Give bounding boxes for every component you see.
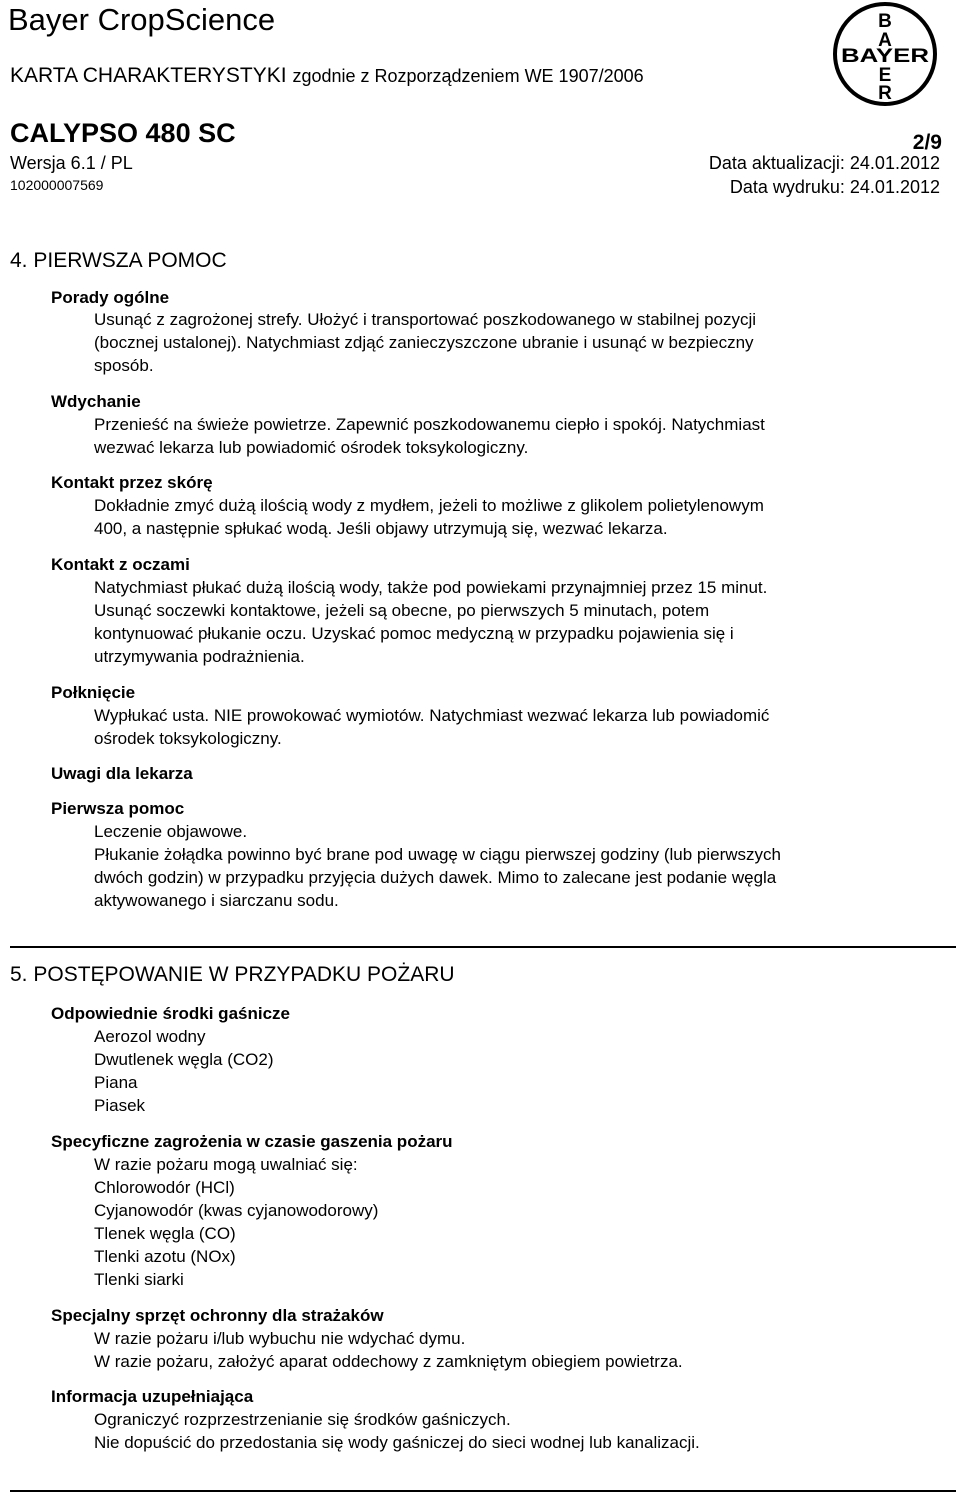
first-aid-line: Leczenie objawowe. bbox=[94, 822, 248, 841]
ingestion-line: Wypłukać usta. NIE prowokować wymiotów. Natychmiast wezwać lekarza lub powiadomić bbox=[94, 706, 770, 725]
first-aid-heading: Pierwsza pomoc bbox=[51, 799, 185, 818]
document-type bbox=[10, 64, 644, 88]
eye-contact-line: utrzymywania podrażnienia. bbox=[94, 647, 305, 666]
logo-letter: R bbox=[878, 83, 892, 104]
fire-hazards-line: Tlenki azotu (NOx) bbox=[94, 1247, 236, 1266]
general-advice-heading: Porady ogólne bbox=[51, 288, 170, 307]
fire-hazards-heading: Specyficzne zagrożenia w czasie gaszenia pożaru bbox=[51, 1132, 453, 1151]
update-date: Data aktualizacji: 24.01.2012 bbox=[708, 153, 940, 173]
extinguishing-media-item: Piasek bbox=[94, 1096, 146, 1115]
logo-letter: B bbox=[878, 11, 892, 32]
eye-contact-line: Usunąć soczewki kontaktowe, jeżeli są obecne, po pierwszych 5 minutach, potem bbox=[94, 601, 710, 620]
first-aid-line: aktywowanego i siarczanu sodu. bbox=[94, 891, 339, 910]
general-advice-line: (bocznej ustalonej). Natychmiast zdjąć zanieczyszczone ubranie i usunąć w bezpieczny bbox=[94, 333, 754, 352]
inhalation-line: wezwać lekarza lub powiadomić ośrodek toksykologiczny. bbox=[94, 438, 529, 457]
eye-contact-line: kontynuować płukanie oczu. Uzyskać pomoc medyczną w przypadku pojawienia się i bbox=[94, 624, 734, 643]
fire-hazards-line: Tlenek węgla (CO) bbox=[94, 1224, 236, 1243]
first-aid-line: dwóch godzin) w przypadku przyjęcia dużych dawek. Mimo to zalecane jest podanie węgla bbox=[94, 868, 777, 887]
inhalation-line: Przenieść na świeże powietrze. Zapewnić poszkodowanemu ciepło i spokój. Natychmiast bbox=[94, 415, 765, 434]
extinguishing-media-item: Aerozol wodny bbox=[94, 1027, 206, 1046]
extinguishing-media-item: Piana bbox=[94, 1073, 138, 1092]
print-date: Data wydruku: 24.01.2012 bbox=[729, 177, 940, 197]
regulation-label: zgodnie z Rozporządzeniem WE 1907/2006 bbox=[292, 66, 644, 86]
skin-contact-heading: Kontakt przez skórę bbox=[51, 473, 213, 492]
additional-info-line: Nie dopuścić do przedostania się wody gaśniczej do sieci wodnej lub kanalizacji. bbox=[94, 1433, 700, 1452]
skin-contact-line: 400, a następnie spłukać wodą. Jeśli objawy utrzymują się, wezwać lekarza. bbox=[94, 519, 668, 538]
doctor-notes-heading: Uwagi dla lekarza bbox=[51, 764, 193, 783]
fire-hazards-line: Tlenki siarki bbox=[94, 1270, 184, 1289]
firefighter-equipment-line: W razie pożaru, założyć aparat oddechowy z zamkniętym obiegiem powietrza. bbox=[94, 1352, 683, 1371]
ingestion-line: ośrodek toksykologiczny. bbox=[94, 729, 282, 748]
bayer-logo bbox=[831, 0, 939, 108]
section-4-title: 4. PIERWSZA POMOC bbox=[10, 249, 227, 272]
general-advice-line: sposób. bbox=[94, 356, 154, 375]
company-name: Bayer CropScience bbox=[8, 2, 276, 37]
logo-word: BAYER bbox=[841, 46, 930, 67]
general-advice-line: Usunąć z zagrożonej strefy. Ułożyć i transportować poszkodowanego w stabilnej pozycji bbox=[94, 310, 757, 329]
section-divider bbox=[10, 946, 956, 948]
fire-hazards-line: W razie pożaru mogą uwalniać się: bbox=[94, 1155, 358, 1174]
version-label: Wersja 6.1 / PL bbox=[10, 153, 133, 173]
ingestion-heading: Połknięcie bbox=[51, 683, 136, 702]
inhalation-heading: Wdychanie bbox=[51, 392, 141, 411]
first-aid-line: Płukanie żołądka powinno być brane pod uwagę w ciągu pierwszej godziny (lub pierwszych bbox=[94, 845, 781, 864]
document-type-label: KARTA CHARAKTERYSTYKI bbox=[10, 64, 287, 87]
extinguishing-media-heading: Odpowiednie środki gaśnicze bbox=[51, 1004, 290, 1023]
section-divider bbox=[10, 1490, 956, 1492]
logo-letter: E bbox=[878, 65, 892, 86]
firefighter-equipment-heading: Specjalny sprzęt ochronny dla strażaków bbox=[51, 1306, 384, 1325]
document-number: 102000007569 bbox=[10, 177, 104, 193]
fire-hazards-line: Cyjanowodór (kwas cyjanowodorowy) bbox=[94, 1201, 379, 1220]
additional-info-line: Ograniczyć rozprzestrzenianie się środków gaśniczych. bbox=[94, 1410, 511, 1429]
logo-letter: A bbox=[878, 30, 892, 51]
extinguishing-media-item: Dwutlenek węgla (CO2) bbox=[94, 1050, 274, 1069]
section-5-title: 5. POSTĘPOWANIE W PRZYPADKU POŻARU bbox=[10, 963, 455, 986]
eye-contact-line: Natychmiast płukać dużą ilością wody, także pod powiekami przynajmniej przez 15 minut. bbox=[94, 578, 768, 597]
eye-contact-heading: Kontakt z oczami bbox=[51, 555, 190, 574]
product-name: CALYPSO 480 SC bbox=[10, 118, 236, 148]
additional-info-heading: Informacja uzupełniająca bbox=[51, 1387, 254, 1406]
page-number: 2/9 bbox=[912, 131, 942, 154]
firefighter-equipment-line: W razie pożaru i/lub wybuchu nie wdychać dymu. bbox=[94, 1329, 466, 1348]
fire-hazards-line: Chlorowodór (HCl) bbox=[94, 1178, 235, 1197]
skin-contact-line: Dokładnie zmyć dużą ilością wody z mydłem, jeżeli to możliwe z glikolem polietylenowym bbox=[94, 496, 764, 515]
